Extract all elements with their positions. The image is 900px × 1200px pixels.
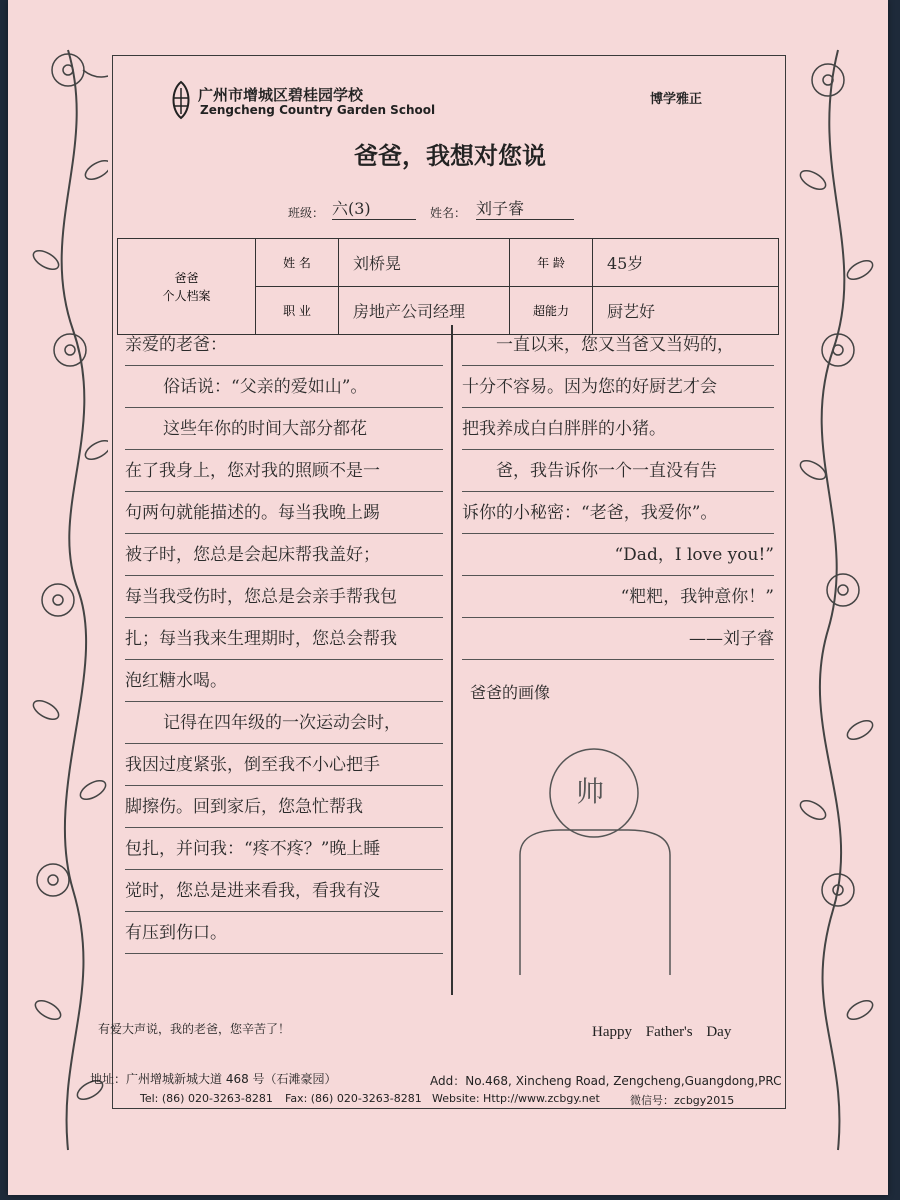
profile-section-label: 爸爸 个人档案	[118, 239, 256, 335]
profile-age-value: 45岁	[593, 239, 779, 287]
letter-signature: ——刘子睿	[462, 619, 774, 660]
letter-left-line: 在了我身上，您对我的照顾不是一	[125, 451, 443, 492]
profile-name-value: 刘桥晃	[339, 239, 510, 287]
letter-left-line: 有压到伤口。	[125, 913, 443, 954]
right-flower-vine-decoration	[798, 30, 878, 1160]
page-title: 爸爸，我想对您说	[354, 142, 546, 170]
letter-left-line: 记得在四年级的一次运动会时，	[125, 703, 443, 744]
profile-job-label: 职 业	[256, 287, 339, 335]
address-cn: 地址：广州增城新城大道 468 号（石滩豪园）	[90, 1072, 337, 1086]
letter-left-line: 扎；每当我来生理期时，您总会帮我	[125, 619, 443, 660]
father-profile-table	[117, 238, 779, 335]
letter-left-line: 被子时，您总是会起床帮我盖好；	[125, 535, 443, 576]
school-name-en: Zengcheng Country Garden School	[200, 103, 436, 117]
letter-left-line: 俗话说：“父亲的爱如山”。	[125, 367, 443, 408]
school-logo-icon	[168, 80, 194, 120]
student-name-value: 刘子睿	[476, 196, 574, 220]
portrait-head-text: 帅	[576, 775, 605, 808]
letter-left-line: 觉时，您总是进来看我，看我有没	[125, 871, 443, 912]
letter-right-line: “Dad，I love you!”	[462, 535, 774, 576]
letter-left-line: 包扎，并问我：“疼不疼？”晚上睡	[125, 829, 443, 870]
profile-power-label: 超能力	[510, 287, 593, 335]
class-label: 班级：	[288, 206, 325, 220]
portrait-title: 爸爸的画像	[470, 683, 551, 702]
letter-left-line: 每当我受伤时，您总是会亲手帮我包	[125, 577, 443, 618]
school-motto: 博学雅正	[650, 92, 703, 107]
footer-slogan: 有爱大声说，我的老爸，您辛苦了！	[98, 1022, 291, 1036]
letter-left-line: 句两句就能描述的。每当我晚上踢	[125, 493, 443, 534]
letter-left-line: 亲爱的老爸：	[125, 325, 443, 366]
class-value: 六(3)	[332, 196, 416, 220]
letter-left-line: 脚擦伤。回到家后，您急忙帮我	[125, 787, 443, 828]
address-en: Add：No.468, Xincheng Road, Zengcheng,Guangdong,PRC	[430, 1074, 782, 1088]
letter-left-line: 我因过度紧张，倒至我不小心把手	[125, 745, 443, 786]
column-divider	[451, 325, 453, 995]
website-link[interactable]: Website: Http://www.zcbgy.net	[432, 1092, 600, 1105]
letter-right-line: 诉你的小秘密：“老爸，我爱你”。	[462, 493, 774, 534]
profile-job-value: 房地产公司经理	[339, 287, 510, 335]
letter-left-line: 泡红糖水喝。	[125, 661, 443, 702]
letter-right-line: “粑粑，我钟意你！”	[462, 577, 774, 618]
letter-right-line: 十分不容易。因为您的好厨艺才会	[462, 367, 774, 408]
fax: Fax: (86) 020-3263-8281	[285, 1092, 422, 1105]
wechat-id: 微信号：zcbgy2015	[630, 1094, 735, 1107]
letter-right-line: 一直以来，您又当爸又当妈的，	[462, 325, 774, 366]
profile-power-value: 厨艺好	[593, 287, 779, 335]
letter-right-line: 把我养成白白胖胖的小猪。	[462, 409, 774, 450]
left-flower-vine-decoration	[28, 30, 108, 1160]
name-label: 姓名：	[430, 206, 467, 220]
telephone: Tel: (86) 020-3263-8281	[140, 1092, 273, 1105]
profile-age-label: 年 龄	[510, 239, 593, 287]
footer-english: Happy Father's Day	[592, 1024, 732, 1040]
letter-right-line: 爸，我告诉你一个一直没有告	[462, 451, 774, 492]
school-name-cn: 广州市增城区碧桂园学校	[198, 86, 364, 104]
letter-left-line: 这些年你的时间大部分都花	[125, 409, 443, 450]
profile-name-label: 姓 名	[256, 239, 339, 287]
